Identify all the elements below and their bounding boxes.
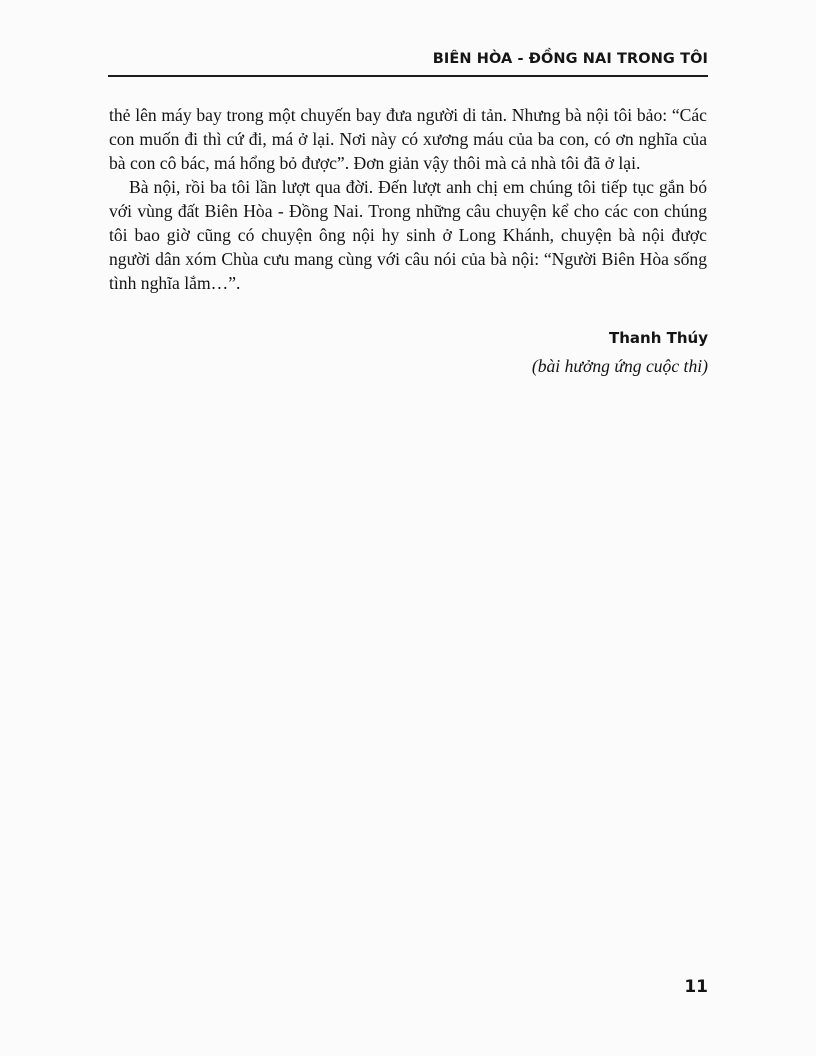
header-rule	[108, 75, 708, 77]
running-header: BIÊN HÒA - ĐỒNG NAI TRONG TÔI	[432, 51, 708, 67]
paragraph-continued: thẻ lên máy bay trong một chuyến bay đưa người di tản. Nhưng bà nội tôi bảo: “Các con muốn đi thì cứ đi, má ở lại. Nơi này có xương máu của ba con, có ơn nghĩa của bà con cô bác, má hổng bỏ được”. Đơn giản vậy thôi mà cả nhà tôi đã ở lại.	[109, 105, 707, 173]
page-number: 11	[684, 977, 708, 997]
paragraph: Bà nội, rồi ba tôi lần lượt qua đời. Đến lượt anh chị em chúng tôi tiếp tục gắn bó với vùng đất Biên Hòa - Đồng Nai. Trong những câu chuyện kể cho các con chúng tôi bao giờ cũng có chuyện ông nội hy sinh ở Long Khánh, chuyện bà nội được người dân xóm Chùa cưu mang cùng với câu nói của bà nội: “Người Biên Hòa sống tình nghĩa lắm…”.	[109, 177, 707, 293]
author-name: Thanh Thúy	[609, 329, 708, 347]
source-note: (bài hưởng ứng cuộc thi)	[531, 356, 708, 376]
body-text	[109, 103, 707, 295]
